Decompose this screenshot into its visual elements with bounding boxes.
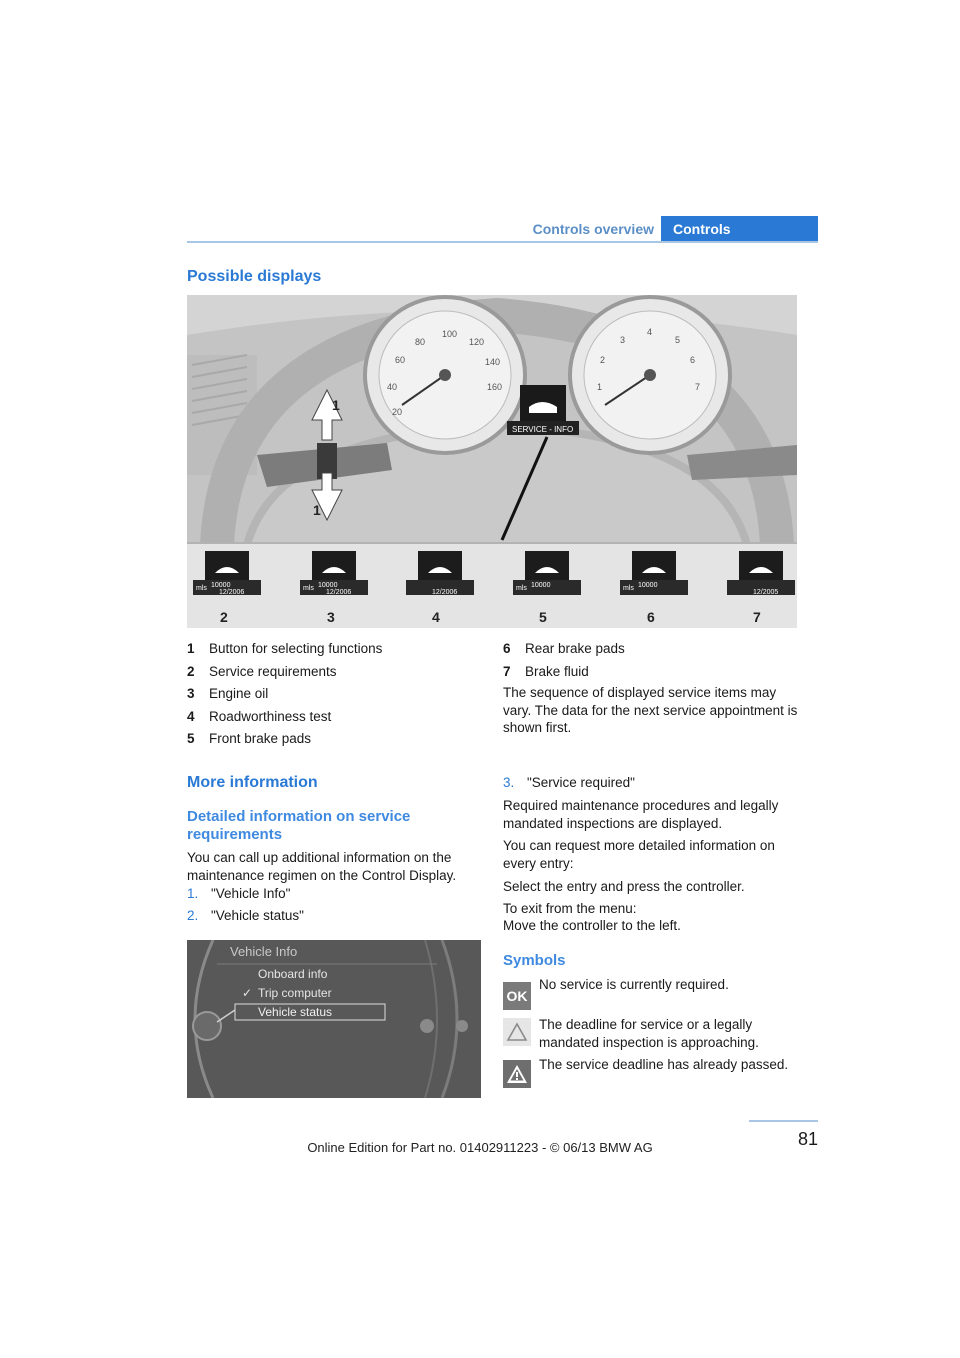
symbol-passed-text: The service deadline has already passed.	[539, 1057, 789, 1072]
legend-number: 2	[187, 663, 195, 679]
svg-text:80: 80	[415, 337, 426, 347]
legend-item-6	[503, 640, 625, 657]
detailed-information-heading: Detailed information on service requirements	[187, 808, 411, 843]
legend-number: 1	[187, 641, 195, 656]
more-information-heading: More information	[187, 774, 318, 791]
step-1-text: "Vehicle Info"	[211, 886, 291, 901]
instrument-cluster-figure	[187, 295, 797, 628]
symbols-heading: Symbols	[503, 952, 566, 969]
legend-text: Brake fluid	[525, 663, 589, 679]
svg-text:160: 160	[487, 382, 503, 392]
service-info-label: SERVICE - INFO	[512, 425, 574, 434]
legend-item-5	[187, 730, 311, 747]
tile-date: 12/2005	[753, 589, 779, 596]
para-exit-2: Move the controller to the left.	[503, 918, 681, 933]
warning-filled-icon	[503, 1060, 531, 1088]
vehicle-info-screen	[187, 940, 481, 1098]
svg-text:140: 140	[485, 357, 501, 367]
chapter-tab: Controls	[661, 216, 818, 242]
legend-number: 5	[187, 731, 195, 746]
svg-text:60: 60	[395, 355, 406, 365]
callout-6: 6	[647, 609, 655, 625]
callout-5: 5	[539, 609, 547, 625]
tile-mileage-value: 10000	[531, 582, 551, 589]
legend-number: 7	[503, 663, 511, 679]
sequence-note: The sequence of displayed service items may vary. The data for the next service appointment is shown first.	[503, 685, 798, 735]
edition-footer: Online Edition for Part no. 01402911223 - © 06/13 BMW AG	[307, 1140, 653, 1155]
tile-miles-label: mls	[303, 585, 314, 592]
callout-1-bottom: 1	[313, 502, 321, 518]
svg-text:7: 7	[695, 382, 701, 392]
legend-text: Engine oil	[209, 686, 269, 701]
symbol-ok-text: No service is currently required.	[539, 977, 729, 992]
legend-item-1	[187, 640, 382, 657]
step-2	[187, 907, 304, 924]
legend-item-3	[187, 685, 268, 702]
legend-text: Button for selecting functions	[209, 641, 383, 656]
tile-miles-label: mls	[516, 585, 527, 592]
legend-item-2	[187, 663, 337, 680]
legend-number: 3	[187, 686, 195, 701]
menu-item-onboard-info: Onboard info	[258, 967, 328, 981]
legend-number: 6	[503, 641, 511, 656]
page-number: 81	[797, 1129, 818, 1149]
svg-text:1: 1	[597, 382, 603, 392]
svg-text:5: 5	[675, 335, 681, 345]
svg-text:100: 100	[442, 329, 458, 339]
svg-text:4: 4	[647, 327, 653, 337]
tile-miles-label: mls	[196, 585, 207, 592]
legend-text: Service requirements	[209, 663, 337, 679]
para-request: You can request more detailed information on every entry:	[503, 838, 775, 871]
legend-item-4	[187, 708, 331, 725]
callout-2: 2	[220, 609, 228, 625]
callout-1-top: 1	[332, 397, 340, 413]
legend-number: 4	[187, 708, 195, 724]
step-3-text: "Service required"	[527, 775, 635, 790]
svg-text:40: 40	[387, 382, 398, 392]
tile-mileage-value: 10000	[318, 582, 338, 589]
svg-text:6: 6	[690, 355, 696, 365]
ok-icon-label: OK	[506, 988, 528, 1004]
callout-7: 7	[753, 609, 761, 625]
footer-divider	[749, 1120, 818, 1122]
step-2-text: "Vehicle status"	[211, 908, 304, 923]
legend-text: Roadworthiness test	[209, 708, 332, 724]
tile-mileage-value: 10000	[211, 582, 231, 589]
step-1-num: 1.	[187, 886, 199, 901]
menu-item-vehicle-status: Vehicle status	[258, 1005, 333, 1019]
header-divider	[187, 241, 818, 243]
checkmark-icon: ✓	[242, 986, 253, 1000]
tile-date: 12/2006	[326, 589, 352, 596]
para-procedures: Required maintenance procedures and legally mandated inspections are displayed.	[503, 798, 779, 831]
step-1	[187, 885, 290, 902]
legend-text: Rear brake pads	[525, 641, 625, 656]
screen-title: Vehicle Info	[230, 944, 298, 959]
tile-miles-label: mls	[623, 585, 634, 592]
menu-item-trip-computer: Trip computer	[258, 986, 332, 1000]
tile-date: 12/2006	[432, 589, 458, 596]
warning-outline-icon	[503, 1018, 531, 1046]
step-3-num: 3.	[503, 775, 515, 790]
svg-text:120: 120	[469, 337, 485, 347]
intro-text: You can call up additional information on the maintenance regimen on the Control Display.	[187, 850, 457, 883]
svg-text:2: 2	[600, 355, 606, 365]
tile-mileage-value: 10000	[638, 582, 658, 589]
ok-icon	[503, 982, 531, 1010]
legend-text: Front brake pads	[209, 731, 312, 746]
svg-text:20: 20	[392, 407, 403, 417]
legend-item-7	[503, 663, 589, 680]
callout-3: 3	[327, 609, 335, 625]
tile-date: 12/2006	[219, 589, 245, 596]
callout-4: 4	[432, 609, 440, 625]
para-select: Select the entry and press the controller.	[503, 879, 745, 894]
para-exit: To exit from the menu:	[503, 901, 637, 916]
section-tab: Controls overview	[532, 221, 654, 237]
svg-text:3: 3	[620, 335, 626, 345]
step-3	[503, 774, 635, 791]
step-2-num: 2.	[187, 908, 199, 923]
possible-displays-heading: Possible displays	[187, 268, 322, 285]
symbol-approaching-text: The deadline for service or a legally mandated inspection is approaching.	[539, 1017, 759, 1050]
